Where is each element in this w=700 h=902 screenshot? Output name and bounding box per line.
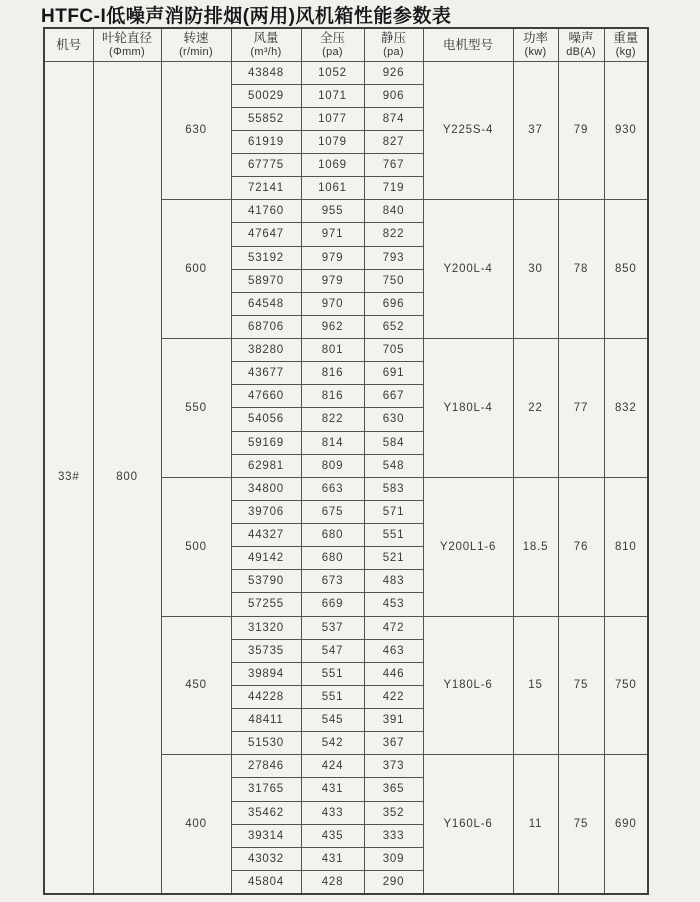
air-volume-cell: 51530 <box>231 732 301 755</box>
air-volume-cell: 61919 <box>231 130 301 153</box>
static-pressure-cell: 691 <box>364 362 423 385</box>
air-volume-cell: 59169 <box>231 431 301 454</box>
table-header-row <box>44 28 648 61</box>
static-pressure-cell: 906 <box>364 84 423 107</box>
air-volume-cell: 39706 <box>231 500 301 523</box>
air-volume-cell: 39314 <box>231 824 301 847</box>
total-pressure-cell: 680 <box>301 524 364 547</box>
total-pressure-cell: 663 <box>301 477 364 500</box>
static-pressure-cell: 352 <box>364 801 423 824</box>
col-header-speed <box>161 28 231 61</box>
air-volume-cell: 47660 <box>231 385 301 408</box>
air-volume-cell: 35462 <box>231 801 301 824</box>
power-cell: 11 <box>513 755 558 894</box>
motor-model-cell: Y225S-4 <box>423 61 513 200</box>
total-pressure-cell: 816 <box>301 362 364 385</box>
total-pressure-cell: 428 <box>301 870 364 894</box>
motor-model-cell: Y200L1-6 <box>423 477 513 616</box>
static-pressure-cell: 453 <box>364 593 423 616</box>
air-volume-cell: 47647 <box>231 223 301 246</box>
total-pressure-cell: 1079 <box>301 130 364 153</box>
air-volume-cell: 68706 <box>231 315 301 338</box>
total-pressure-cell: 1052 <box>301 61 364 84</box>
total-pressure-cell: 551 <box>301 662 364 685</box>
air-volume-cell: 53192 <box>231 246 301 269</box>
motor-model-cell: Y160L-6 <box>423 755 513 894</box>
weight-cell: 930 <box>604 61 648 200</box>
total-pressure-cell: 814 <box>301 431 364 454</box>
weight-cell: 832 <box>604 339 648 478</box>
power-cell: 37 <box>513 61 558 200</box>
static-pressure-cell: 767 <box>364 154 423 177</box>
weight-cell: 690 <box>604 755 648 894</box>
total-pressure-cell: 431 <box>301 847 364 870</box>
noise-cell: 78 <box>558 200 604 339</box>
col-header-label: 机号 <box>56 37 82 52</box>
weight-cell: 810 <box>604 477 648 616</box>
total-pressure-cell: 547 <box>301 639 364 662</box>
col-header-label: 重量 <box>613 31 639 46</box>
air-volume-cell: 44327 <box>231 524 301 547</box>
static-pressure-cell: 719 <box>364 177 423 200</box>
air-volume-cell: 38280 <box>231 339 301 362</box>
noise-cell: 76 <box>558 477 604 616</box>
air-volume-cell: 27846 <box>231 755 301 778</box>
static-pressure-cell: 822 <box>364 223 423 246</box>
total-pressure-cell: 1071 <box>301 84 364 107</box>
col-header-impeller-diameter <box>93 28 161 61</box>
col-header-total-pressure <box>301 28 364 61</box>
col-header-label: 全压 <box>319 31 345 46</box>
static-pressure-cell: 827 <box>364 130 423 153</box>
page-title: HTFC-I低噪声消防排烟(两用)风机箱性能参数表 <box>41 6 452 27</box>
total-pressure-cell: 822 <box>301 408 364 431</box>
static-pressure-cell: 483 <box>364 570 423 593</box>
power-cell: 18.5 <box>513 477 558 616</box>
air-volume-cell: 57255 <box>231 593 301 616</box>
noise-cell: 75 <box>558 616 604 755</box>
air-volume-cell: 67775 <box>231 154 301 177</box>
power-cell: 15 <box>513 616 558 755</box>
col-header-noise <box>558 28 604 61</box>
col-header-unit: (m³/h) <box>250 45 282 58</box>
air-volume-cell: 41760 <box>231 200 301 223</box>
motor-model-cell: Y180L-6 <box>423 616 513 755</box>
speed-cell: 450 <box>161 616 231 755</box>
col-header-unit: (Φmm) <box>109 45 145 58</box>
static-pressure-cell: 333 <box>364 824 423 847</box>
static-pressure-cell: 705 <box>364 339 423 362</box>
air-volume-cell: 64548 <box>231 292 301 315</box>
static-pressure-cell: 309 <box>364 847 423 870</box>
air-volume-cell: 48411 <box>231 709 301 732</box>
col-header-unit: dB(A) <box>566 45 596 58</box>
total-pressure-cell: 424 <box>301 755 364 778</box>
total-pressure-cell: 971 <box>301 223 364 246</box>
speed-cell: 500 <box>161 477 231 616</box>
air-volume-cell: 72141 <box>231 177 301 200</box>
total-pressure-cell: 970 <box>301 292 364 315</box>
air-volume-cell: 43848 <box>231 61 301 84</box>
col-header-label: 叶轮直径 <box>101 31 152 46</box>
static-pressure-cell: 583 <box>364 477 423 500</box>
total-pressure-cell: 433 <box>301 801 364 824</box>
static-pressure-cell: 446 <box>364 662 423 685</box>
static-pressure-cell: 548 <box>364 454 423 477</box>
static-pressure-cell: 793 <box>364 246 423 269</box>
air-volume-cell: 44228 <box>231 685 301 708</box>
table-body <box>44 61 648 894</box>
speed-cell: 400 <box>161 755 231 894</box>
air-volume-cell: 34800 <box>231 477 301 500</box>
static-pressure-cell: 696 <box>364 292 423 315</box>
static-pressure-cell: 652 <box>364 315 423 338</box>
air-volume-cell: 58970 <box>231 269 301 292</box>
total-pressure-cell: 962 <box>301 315 364 338</box>
air-volume-cell: 53790 <box>231 570 301 593</box>
col-header-label: 风量 <box>253 31 279 46</box>
total-pressure-cell: 979 <box>301 246 364 269</box>
motor-model-cell: Y180L-4 <box>423 339 513 478</box>
total-pressure-cell: 669 <box>301 593 364 616</box>
total-pressure-cell: 1077 <box>301 107 364 130</box>
col-header-static-pressure <box>364 28 423 61</box>
static-pressure-cell: 584 <box>364 431 423 454</box>
total-pressure-cell: 551 <box>301 685 364 708</box>
noise-cell: 77 <box>558 339 604 478</box>
col-header-unit: (kg) <box>615 45 636 58</box>
total-pressure-cell: 801 <box>301 339 364 362</box>
total-pressure-cell: 955 <box>301 200 364 223</box>
weight-cell: 750 <box>604 616 648 755</box>
air-volume-cell: 50029 <box>231 84 301 107</box>
air-volume-cell: 45804 <box>231 870 301 894</box>
power-cell: 22 <box>513 339 558 478</box>
static-pressure-cell: 373 <box>364 755 423 778</box>
static-pressure-cell: 422 <box>364 685 423 708</box>
col-header-machine-no <box>44 28 93 61</box>
air-volume-cell: 62981 <box>231 454 301 477</box>
col-header-unit: (kw) <box>524 45 547 58</box>
col-header-label: 电机型号 <box>442 37 493 52</box>
static-pressure-cell: 926 <box>364 61 423 84</box>
static-pressure-cell: 391 <box>364 709 423 732</box>
table-row <box>44 61 648 84</box>
static-pressure-cell: 630 <box>364 408 423 431</box>
total-pressure-cell: 431 <box>301 778 364 801</box>
total-pressure-cell: 545 <box>301 709 364 732</box>
total-pressure-cell: 542 <box>301 732 364 755</box>
machine-no-cell: 33# <box>44 61 93 894</box>
total-pressure-cell: 680 <box>301 547 364 570</box>
col-header-unit: (pa) <box>322 45 343 58</box>
col-header-weight <box>604 28 648 61</box>
air-volume-cell: 49142 <box>231 547 301 570</box>
total-pressure-cell: 809 <box>301 454 364 477</box>
static-pressure-cell: 840 <box>364 200 423 223</box>
air-volume-cell: 43677 <box>231 362 301 385</box>
col-header-air-volume <box>231 28 301 61</box>
air-volume-cell: 43032 <box>231 847 301 870</box>
air-volume-cell: 31320 <box>231 616 301 639</box>
air-volume-cell: 54056 <box>231 408 301 431</box>
static-pressure-cell: 551 <box>364 524 423 547</box>
col-header-label: 功率 <box>522 31 548 46</box>
weight-cell: 850 <box>604 200 648 339</box>
static-pressure-cell: 472 <box>364 616 423 639</box>
air-volume-cell: 35735 <box>231 639 301 662</box>
total-pressure-cell: 1069 <box>301 154 364 177</box>
static-pressure-cell: 521 <box>364 547 423 570</box>
total-pressure-cell: 816 <box>301 385 364 408</box>
static-pressure-cell: 571 <box>364 500 423 523</box>
static-pressure-cell: 463 <box>364 639 423 662</box>
air-volume-cell: 55852 <box>231 107 301 130</box>
static-pressure-cell: 290 <box>364 870 423 894</box>
speed-cell: 550 <box>161 339 231 478</box>
total-pressure-cell: 979 <box>301 269 364 292</box>
air-volume-cell: 31765 <box>231 778 301 801</box>
power-cell: 30 <box>513 200 558 339</box>
col-header-unit: (r/min) <box>179 45 213 58</box>
total-pressure-cell: 537 <box>301 616 364 639</box>
total-pressure-cell: 673 <box>301 570 364 593</box>
col-header-label: 静压 <box>380 31 406 46</box>
parameters-table <box>43 27 649 895</box>
noise-cell: 75 <box>558 755 604 894</box>
col-header-motor-model <box>423 28 513 61</box>
static-pressure-cell: 365 <box>364 778 423 801</box>
motor-model-cell: Y200L-4 <box>423 200 513 339</box>
total-pressure-cell: 435 <box>301 824 364 847</box>
noise-cell: 79 <box>558 61 604 200</box>
table-header <box>44 28 648 61</box>
col-header-unit: (pa) <box>383 45 404 58</box>
impeller-diameter-cell: 800 <box>93 61 161 894</box>
total-pressure-cell: 675 <box>301 500 364 523</box>
total-pressure-cell: 1061 <box>301 177 364 200</box>
col-header-label: 噪声 <box>568 31 594 46</box>
static-pressure-cell: 874 <box>364 107 423 130</box>
air-volume-cell: 39894 <box>231 662 301 685</box>
speed-cell: 630 <box>161 61 231 200</box>
speed-cell: 600 <box>161 200 231 339</box>
col-header-label: 转速 <box>183 31 209 46</box>
static-pressure-cell: 750 <box>364 269 423 292</box>
static-pressure-cell: 667 <box>364 385 423 408</box>
static-pressure-cell: 367 <box>364 732 423 755</box>
col-header-power <box>513 28 558 61</box>
